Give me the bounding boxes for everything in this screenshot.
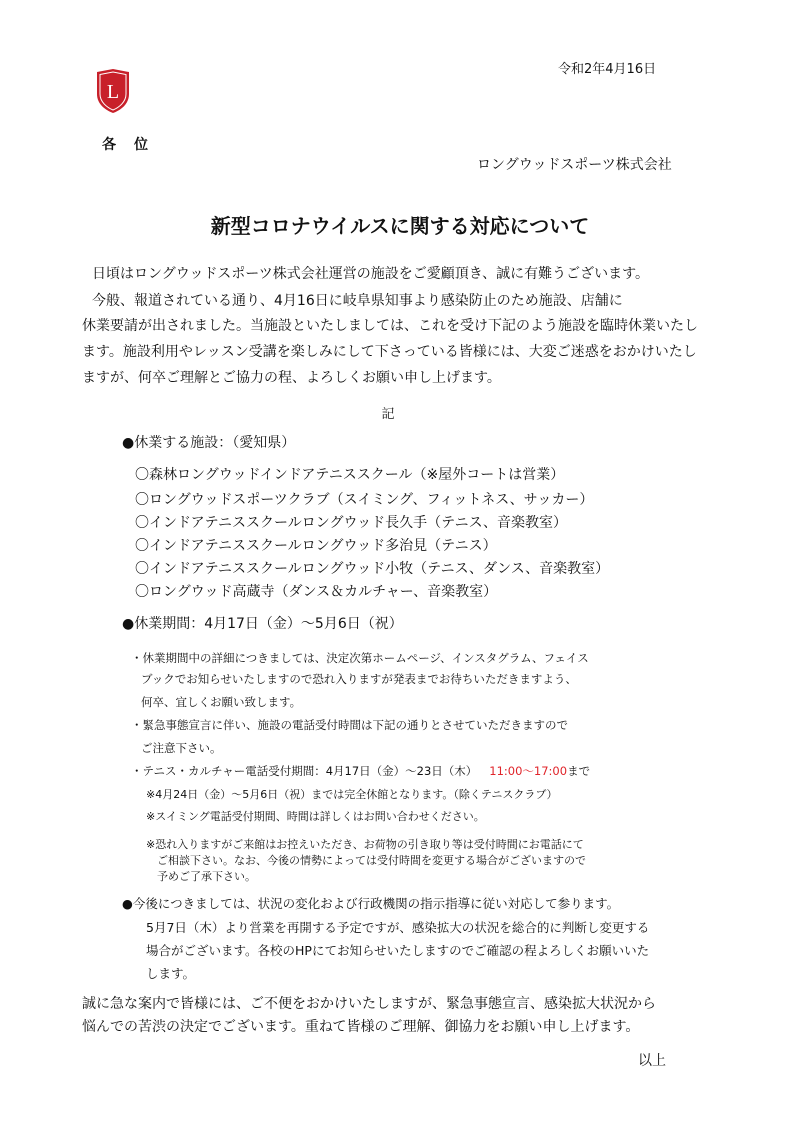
note-line: ※スイミング電話受付期間、時間は詳しくはお問い合わせください。 xyxy=(146,810,485,823)
phone-hours-line xyxy=(131,763,590,779)
closing-line: 誠に急な案内で皆様には、ご不便をおかけいたしますが、緊急事態宣言、感染拡大状況から xyxy=(82,996,656,1012)
document-date: 令和2年4月16日 xyxy=(558,62,657,77)
svg-text:L: L xyxy=(106,81,120,103)
facility-item: 〇インドアテニススクールロングウッド長久手（テニス、音楽教室） xyxy=(135,515,568,531)
intro-line: ます。施設利用やレッスン受講を楽しみにして下さっている皆様には、大変ご迷惑をおかけいたし xyxy=(82,344,697,360)
note-line: ※恐れ入りますがご来館はお控えいただき、お荷物の引き取り等は受付時間にお電話にて xyxy=(146,838,584,851)
intro-line: 今般、報道されている通り、4月16日に岐阜県知事より感染防止のため施設、店舗に xyxy=(92,293,623,309)
period-heading: ●休業期間：4月17日（金）～5月6日（祝） xyxy=(122,616,403,632)
facility-item: 〇ロングウッド高蔵寺（ダンス＆カルチャー、音楽教室） xyxy=(135,584,498,600)
facility-item: 〇インドアテニススクールロングウッド多治見（テニス） xyxy=(135,538,497,554)
future-line: ●今後につきましては、状況の変化および行政機関の指示指導に従い対応して参ります。 xyxy=(122,896,620,911)
bullet-line: 何卒、宜しくお願い致します。 xyxy=(141,695,302,709)
note-line: 予めご了承下さい。 xyxy=(157,870,256,883)
addressee: 各位 xyxy=(102,137,166,153)
future-line: 場合がございます。各校のHPにてお知らせいたしますのでご確認の程よろしくお願いいた xyxy=(146,943,650,958)
note-line: ご相談下さい。なお、今後の情勢によっては受付時間を変更する場合がございますので xyxy=(157,854,586,867)
intro-line: ますが、何卒ご理解とご協力の程、よろしくお願い申し上げます。 xyxy=(82,370,501,386)
phone-hours-time: 11:00～17:00 xyxy=(489,764,568,778)
bullet-line: ・休業期間中の詳細につきましては、決定次第ホームページ、インスタグラム、フェイス xyxy=(131,651,589,665)
facility-item: 〇森林ロングウッドインドアテニススクール（※屋外コートは営業） xyxy=(135,467,565,483)
bullet-line: ・緊急事態宣言に伴い、施設の電話受付時間は下記の通りとさせていただきますので xyxy=(131,718,568,732)
phone-hours-suffix: まで xyxy=(567,764,591,778)
facility-item: 〇ロングウッドスポーツクラブ（スイミング、フィットネス、サッカー） xyxy=(135,492,594,508)
intro-line: 休業要請が出されました。当施設といたしましては、これを受け下記のよう施設を臨時休業いたし xyxy=(82,318,698,334)
company-name: ロングウッドスポーツ株式会社 xyxy=(477,157,672,173)
facilities-heading: ●休業する施設：（愛知県） xyxy=(122,435,296,451)
closing-mark: 以上 xyxy=(638,1053,666,1069)
note-line: ※4月24日（金）～5月6日（祝）までは完全休館となります。（除くテニスクラブ） xyxy=(146,788,558,801)
bullet-line: ブックでお知らせいたしますので恐れ入りますが発表までお待ちいただきますよう、 xyxy=(141,672,577,686)
facility-item: 〇インドアテニススクールロングウッド小牧（テニス、ダンス、音楽教室） xyxy=(135,561,610,577)
phone-hours-prefix: ・テニス・カルチャー電話受付期間：4月17日（金）～23日（木） xyxy=(131,764,478,778)
company-logo-icon xyxy=(95,68,131,114)
bullet-line: ご注意下さい。 xyxy=(141,741,222,755)
document-title: 新型コロナウイルスに関する対応について xyxy=(210,214,590,238)
intro-line: 日頃はロングウッドスポーツ株式会社運営の施設をご愛顧頂き、誠に有難うございます。 xyxy=(92,266,650,282)
closing-line: 悩んでの苦渋の決定でございます。重ねて皆様のご理解、御協力をお願い申し上げます。 xyxy=(82,1019,640,1035)
future-line: 5月7日（木）より営業を再開する予定ですが、感染拡大の状況を総合的に判断し変更する xyxy=(146,920,650,935)
ki-marker: 記 xyxy=(381,407,395,422)
future-line: します。 xyxy=(146,966,196,981)
